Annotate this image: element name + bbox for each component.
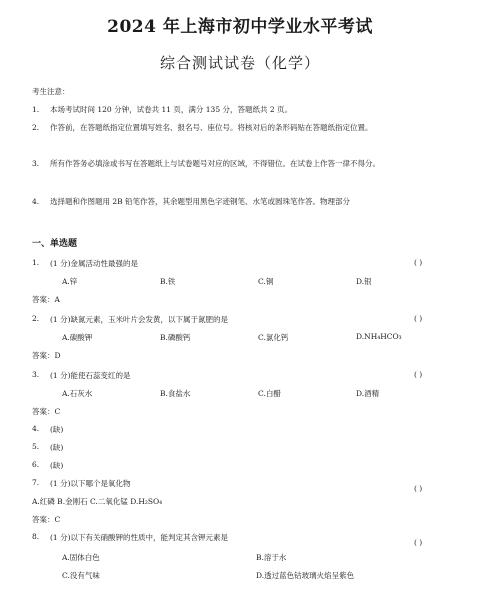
question-number: 4. [32,424,40,433]
page-subtitle: 综合测试试卷（化学） [159,54,320,72]
note-number: 1. [32,105,40,114]
option: D.酒精 [356,389,380,398]
answer-text: 答案：C [32,407,61,416]
option-line: A.红磷 B.金刚石 C.二氧化锰 D.H₂SO₄ [32,497,163,506]
option: A.固体白色 [62,553,100,562]
question-number: 6. [32,460,40,469]
note-number: 2. [32,123,40,132]
question-stem: (1 分)金属活动性最强的是 [50,259,139,268]
notes-title: 考生注意： [32,87,70,96]
question-number: 3. [32,370,40,379]
question [32,370,452,381]
answer-bracket: ( ) [414,538,423,547]
option: B.溶于水 [256,553,287,562]
answer-bracket: ( ) [414,484,423,493]
question-number: 8. [32,532,40,541]
note-number: 4. [32,197,40,206]
answer-bracket: ( ) [414,258,423,267]
question [32,314,452,325]
answer-bracket: ( ) [414,314,423,323]
question-number: 5. [32,442,40,451]
note-number: 3. [32,159,40,168]
option: C.氯化钙 [258,333,289,342]
note-item [32,121,452,134]
section-title: 一、单选题 [32,239,78,249]
option: A.碳酸钾 [62,333,93,342]
question-stem: (1 分)以下哪个是氧化物 [50,479,131,488]
option: A.锌 [62,277,78,286]
option: D.银 [356,277,372,286]
question-stem: (缺) [50,461,64,470]
option: C.白醋 [258,389,281,398]
note-text: 作答前，在答题纸指定位置填写姓名、报名号、座位号。将核对后的条形码贴在答题纸指定位置。 [50,123,373,132]
note-text: 所有作答务必填涂或书写在答题纸上与试卷题号对应的区域，不得错位。在试卷上作答一律不得分。 [50,159,380,168]
answer-text: 答案：C [32,515,61,524]
note-text: 本场考试时间 120 分钟，试卷共 11 页，满分 135 分，答题纸共 2 页。 [50,105,293,114]
note-text: 选择题和作图题用 2B 铅笔作答，其余题型用黑色字迹钢笔、水笔或圆珠笔作答。物理部分 [50,197,351,206]
question [32,424,452,435]
page-title: 2024 年上海市初中学业水平考试 [107,17,373,37]
answer-text: 答案：D [32,351,61,360]
question-stem: (缺) [50,443,64,452]
note-item [32,195,452,208]
question-stem: (缺) [50,425,64,434]
question [32,478,452,489]
question [32,442,452,453]
question-stem: (1 分)能使石蕊变红的是 [50,371,131,380]
question-number: 1. [32,258,40,267]
question [32,532,452,543]
question-number: 7. [32,478,40,487]
option: B.食盐水 [160,389,191,398]
question-stem: (1 分)以下有关硝酸钾的性质中，能判定其含钾元素是 [50,533,229,542]
option: B.磷酸钙 [160,333,191,342]
option: D.透过蓝色钴玻璃火焰呈紫色 [256,571,355,580]
option: A.石灰水 [62,389,93,398]
question [32,460,452,471]
note-item [32,103,452,116]
option: C.没有气味 [62,571,100,580]
option: B.铁 [160,277,176,286]
option: C.铜 [258,277,274,286]
option: D.NH₄HCO₃ [356,332,402,341]
question-stem: (1 分)缺氮元素，玉米叶片会发黄，以下属于氮肥的是 [50,315,229,324]
note-item [32,157,452,170]
answer-text: 答案：A [32,295,60,304]
question-number: 2. [32,314,40,323]
question [32,258,452,269]
answer-bracket: ( ) [414,370,423,379]
